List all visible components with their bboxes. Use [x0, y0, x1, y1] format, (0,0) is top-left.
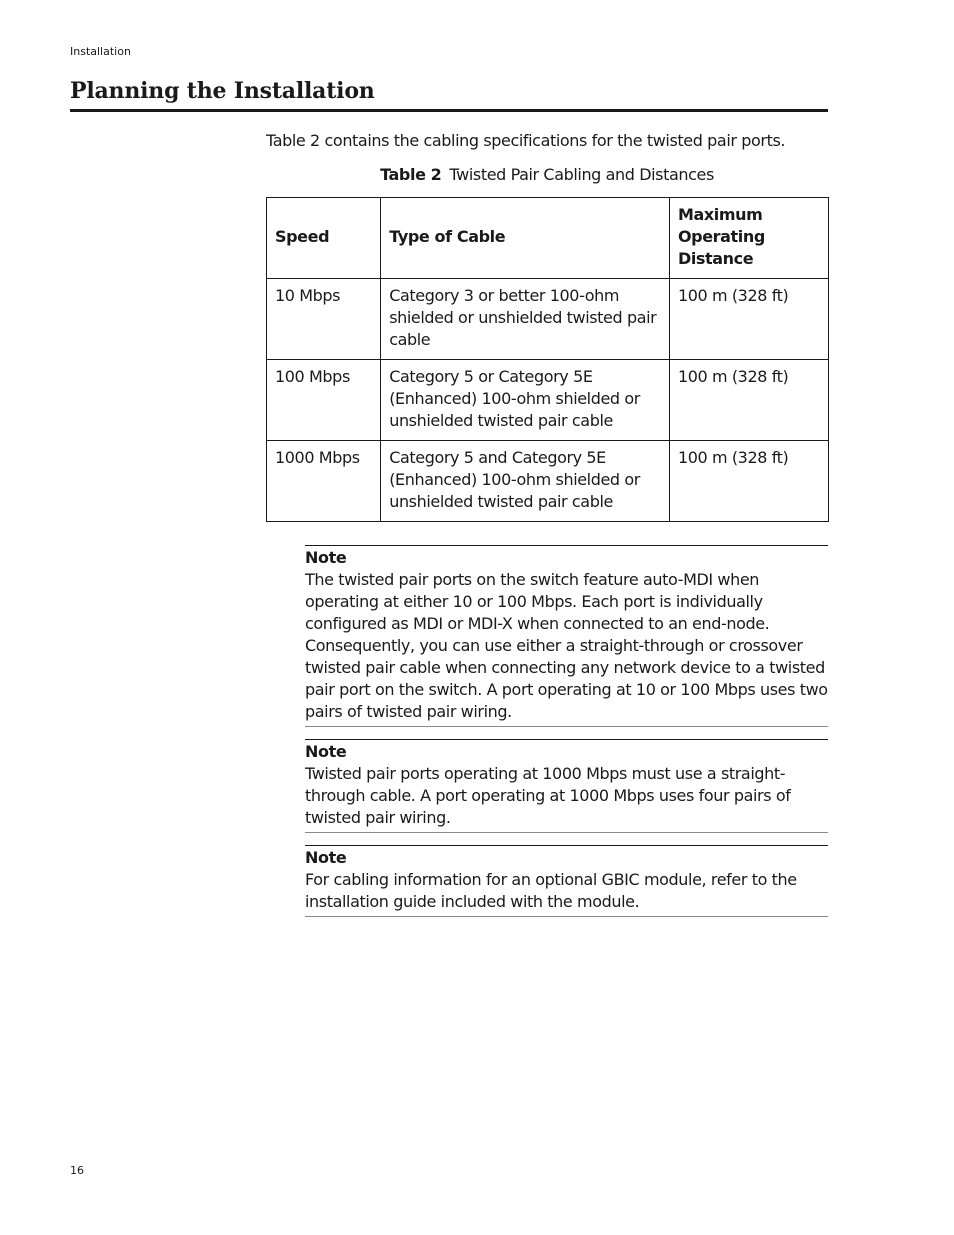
table-caption — [266, 165, 828, 184]
cell-cable-type: Category 5 and Category 5E (Enhanced) 100-ohm shielded or unshielded twisted pair cable — [381, 441, 670, 522]
table-caption-label: Table 2 — [380, 165, 442, 184]
note-body: The twisted pair ports on the switch feature auto-MDI when operating at either 10 or 100 Mbps. Each port is individually configured as MDI or MDI-X when connected to an end-node. Consequently, you can use either a straight-through or crossover twisted pair cable when connecting any network device to a twisted pair port on the switch. A port operating at 10 or 100 Mbps uses two pairs of twisted pair wiring. — [305, 570, 828, 721]
header-speed: Speed — [267, 198, 381, 279]
section-title: Planning the Installation — [70, 78, 375, 104]
cell-distance: 100 m (328 ft) — [669, 279, 828, 360]
note-title: Note — [305, 742, 347, 761]
table-row — [267, 441, 829, 522]
table-caption-text: Twisted Pair Cabling and Distances — [449, 165, 714, 184]
header-type-of-cable: Type of Cable — [381, 198, 670, 279]
cell-distance: 100 m (328 ft) — [669, 360, 828, 441]
notes-section — [305, 545, 828, 929]
note-body: Twisted pair ports operating at 1000 Mbps must use a straight-through cable. A port operating at 1000 Mbps uses four pairs of twisted pair wiring. — [305, 764, 791, 827]
table-header-row — [267, 198, 829, 279]
table-row — [267, 360, 829, 441]
table-row — [267, 279, 829, 360]
note-body: For cabling information for an optional GBIC module, refer to the installation guide included with the module. — [305, 870, 797, 911]
intro-paragraph: Table 2 contains the cabling specifications for the twisted pair ports. — [266, 131, 786, 150]
cell-speed: 10 Mbps — [267, 279, 381, 360]
note-title: Note — [305, 548, 347, 567]
cell-cable-type: Category 3 or better 100-ohm shielded or unshielded twisted pair cable — [381, 279, 670, 360]
page-number: 16 — [70, 1164, 84, 1177]
note-title: Note — [305, 848, 347, 867]
running-head: Installation — [70, 45, 131, 58]
cell-distance: 100 m (328 ft) — [669, 441, 828, 522]
note-gbic — [305, 845, 828, 917]
note-auto-mdi — [305, 545, 828, 727]
note-1000mbps — [305, 739, 828, 833]
title-rule — [70, 109, 828, 112]
cell-speed: 1000 Mbps — [267, 441, 381, 522]
header-max-distance: Maximum Operating Distance — [669, 198, 828, 279]
cabling-table — [266, 197, 829, 522]
cell-speed: 100 Mbps — [267, 360, 381, 441]
cell-cable-type: Category 5 or Category 5E (Enhanced) 100-ohm shielded or unshielded twisted pair cable — [381, 360, 670, 441]
